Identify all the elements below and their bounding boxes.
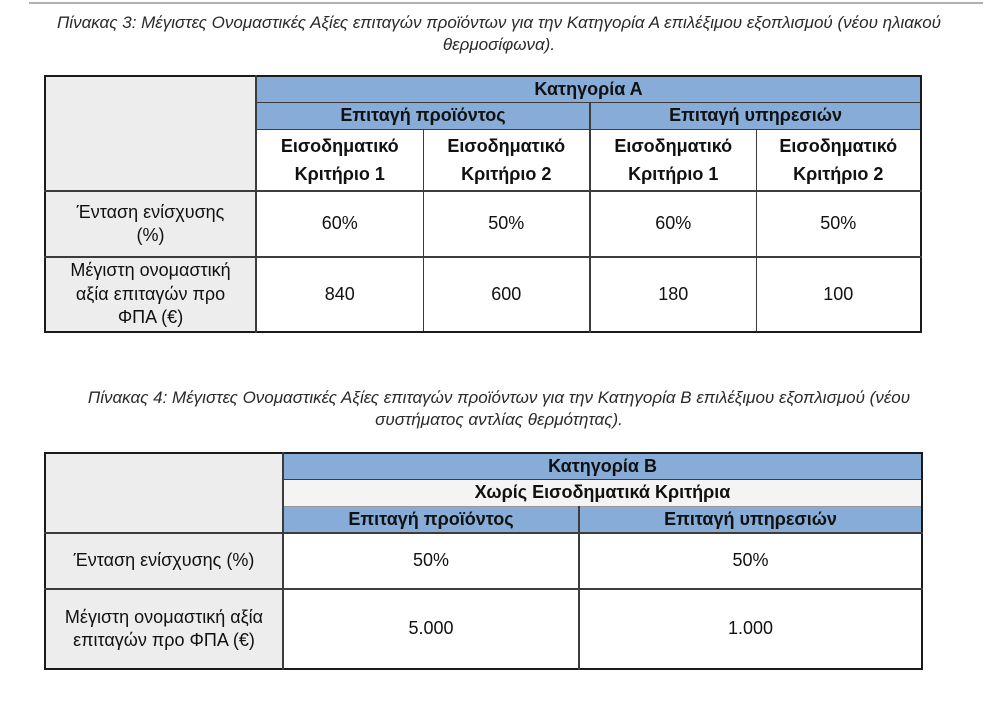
row-label-cell: Ένταση ενίσχυσης (%) — [45, 191, 256, 257]
value-cell: 600 — [423, 257, 590, 332]
value-cell: 50% — [579, 533, 922, 589]
table3-subheader-cell: Εισοδηματικό Κριτήριο 1 — [256, 129, 423, 191]
value-cell: 1.000 — [579, 589, 922, 669]
table4-income-note-cell: Χωρίς Εισοδηματικά Κριτήρια — [283, 479, 922, 506]
table3-subheader-cell: Εισοδηματικό Κριτήριο 2 — [423, 129, 590, 191]
table4-corner-cell — [45, 453, 283, 533]
table4-group-header-services: Επιταγή υπηρεσιών — [579, 506, 922, 533]
value-cell: 60% — [590, 191, 756, 257]
table3-subheader-cell: Εισοδηματικό Κριτήριο 2 — [756, 129, 921, 191]
row-label-cell: Μέγιστη ονομαστική αξία επιταγών προ ΦΠΑ (€) — [45, 589, 283, 669]
value-cell: 180 — [590, 257, 756, 332]
value-cell: 100 — [756, 257, 921, 332]
table3-subheader-cell: Εισοδηματικό Κριτήριο 1 — [590, 129, 756, 191]
table4-row-max-value — [45, 589, 922, 669]
table4 — [44, 452, 923, 670]
table3 — [44, 75, 922, 333]
value-cell: 50% — [756, 191, 921, 257]
table3-row-intensity — [45, 191, 921, 257]
table3-caption: Πίνακας 3: Μέγιστες Ονομαστικές Αξίες επιταγών προϊόντων για την Κατηγορία Α επιλέξιμου εξοπλισμού (νέου ηλιακού θερμοσίφωνα). — [56, 13, 942, 54]
table3-corner-cell — [45, 76, 256, 191]
value-cell: 60% — [256, 191, 423, 257]
table4-caption: Πίνακας 4: Μέγιστες Ονομαστικές Αξίες επιταγών προϊόντων για την Κατηγορία Β επιλέξιμου εξοπλισμού (νέου συστήματος αντλίας θερμότητας). — [87, 388, 911, 429]
page-top-rule — [29, 2, 983, 4]
table3-group-header-product: Επιταγή προϊόντος — [256, 102, 590, 129]
value-cell: 5.000 — [283, 589, 579, 669]
row-label-cell: Ένταση ενίσχυσης (%) — [45, 533, 283, 589]
value-cell: 50% — [423, 191, 590, 257]
table3-category-header-cell: Κατηγορία Α — [256, 76, 921, 102]
value-cell: 840 — [256, 257, 423, 332]
row-label-cell: Μέγιστη ονομαστική αξία επιταγών προ ΦΠΑ (€) — [45, 257, 256, 332]
table4-group-header-product: Επιταγή προϊόντος — [283, 506, 579, 533]
table3-row-max-value — [45, 257, 921, 332]
value-cell: 50% — [283, 533, 579, 589]
table3-group-header-services: Επιταγή υπηρεσιών — [590, 102, 921, 129]
table4-row-intensity — [45, 533, 922, 589]
table4-category-header-cell: Κατηγορία Β — [283, 453, 922, 479]
